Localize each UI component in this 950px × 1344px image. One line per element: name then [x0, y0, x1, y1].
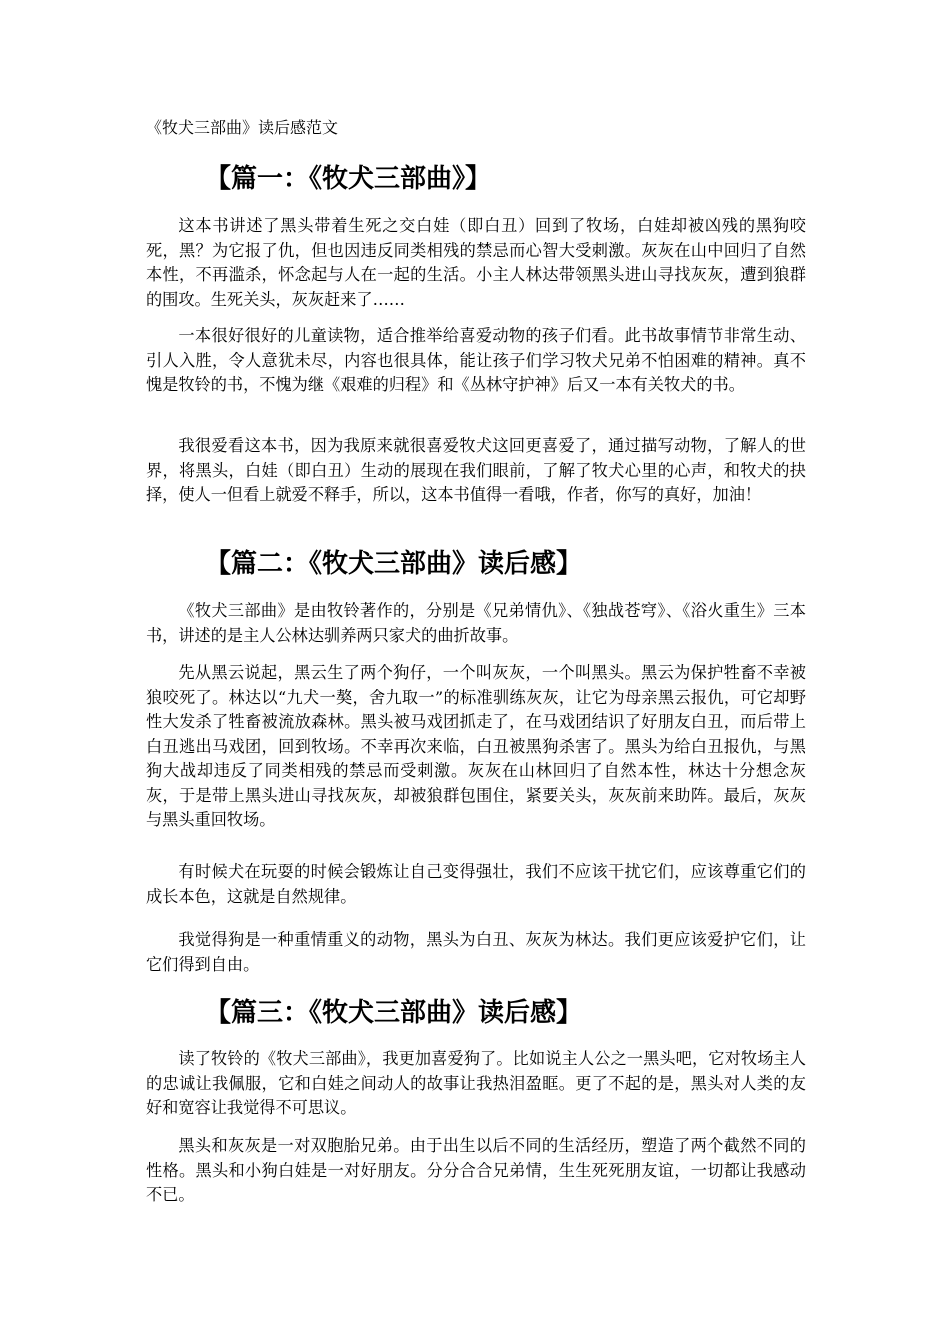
section-1-paragraph-1: 这本书讲述了黑头带着生死之交白娃（即白丑）回到了牧场，白娃却被凶残的黑狗咬死，黑？为它报了仇，但也因违反同类相残的禁忌而心智大受刺激。灰灰在山中回归了自然本性，不再滥杀，怀念起与人在一起的生活。小主人林达带领黑头进山寻找灰灰，遭到狼群的围攻。生死关头，灰灰赶来了……	[146, 216, 806, 309]
section-3-paragraph-2: 黑头和灰灰是一对双胞胎兄弟。由于出生以后不同的生活经历，塑造了两个截然不同的性格。黑头和小狗白娃是一对好朋友。分分合合兄弟情，生生死死朋友谊，一切都让我感动不已。	[146, 1136, 806, 1204]
section-2-heading: 【篇二：《牧犬三部曲》读后感】	[205, 549, 583, 579]
section-2-paragraph-4: 我觉得狗是一种重情重义的动物，黑头为白丑、灰灰为林达。我们更应该爱护它们，让它们得到自由。	[146, 930, 806, 974]
document-title: 《牧犬三部曲》读后感范文	[146, 118, 339, 137]
section-2-paragraph-2: 先从黑云说起，黑云生了两个狗仔，一个叫灰灰，一个叫黑头。黑云为保护牲畜不幸被狼咬死了。林达以“九犬一獒，舍九取一”的标准驯练灰灰，让它为母亲黑云报仇，可它却野性大发杀了牲畜被流放森林。黑头被马戏团抓走了，在马戏团结识了好朋友白丑，而后带上白丑逃出马戏团，回到牧场。不幸再次来临，白丑被黑狗杀害了。黑头为给白丑报仇，与黑狗大战却违反了同类相残的禁忌而受刺激。灰灰在山林回归了自然本性，林达十分想念灰灰，于是带上黑头进山寻找灰灰，却被狼群包围住，紧要关头，灰灰前来助阵。最后，灰灰与黑头重回牧场。	[146, 663, 806, 829]
section-1-heading: 【篇一：《牧犬三部曲》】	[205, 164, 492, 194]
section-3-paragraph-1: 读了牧铃的《牧犬三部曲》，我更加喜爱狗了。比如说主人公之一黑头吧，它对牧场主人的忠诚让我佩服，它和白娃之间动人的故事让我热泪盈眶。更了不起的是，黑头对人类的友好和宽容让我觉得不可思议。	[146, 1049, 806, 1117]
section-1-paragraph-3: 我很爱看这本书，因为我原来就很喜爱牧犬这回更喜爱了，通过描写动物，了解人的世界，将黑头，白娃（即白丑）生动的展现在我们眼前，了解了牧犬心里的心声，和牧犬的抉择，使人一但看上就爱不释手，所以，这本书值得一看哦，作者，你写的真好，加油！	[146, 436, 806, 504]
section-3-heading: 【篇三：《牧犬三部曲》读后感】	[205, 998, 583, 1028]
section-2-paragraph-3: 有时候犬在玩耍的时候会锻炼让自己变得强壮，我们不应该干扰它们，应该尊重它们的成长本色，这就是自然规律。	[146, 862, 806, 906]
section-1-paragraph-2: 一本很好很好的儿童读物，适合推举给喜爱动物的孩子们看。此书故事情节非常生动、引人入胜，令人意犹未尽，内容也很具体，能让孩子们学习牧犬兄弟不怕困难的精神。真不愧是牧铃的书，不愧为继《艰难的归程》和《丛林守护神》后又一本有关牧犬的书。	[146, 326, 806, 394]
section-2-paragraph-1: 《牧犬三部曲》是由牧铃著作的，分别是《兄弟情仇》、《独战苍穹》、《浴火重生》三本书，讲述的是主人公林达驯养两只家犬的曲折故事。	[146, 601, 806, 645]
